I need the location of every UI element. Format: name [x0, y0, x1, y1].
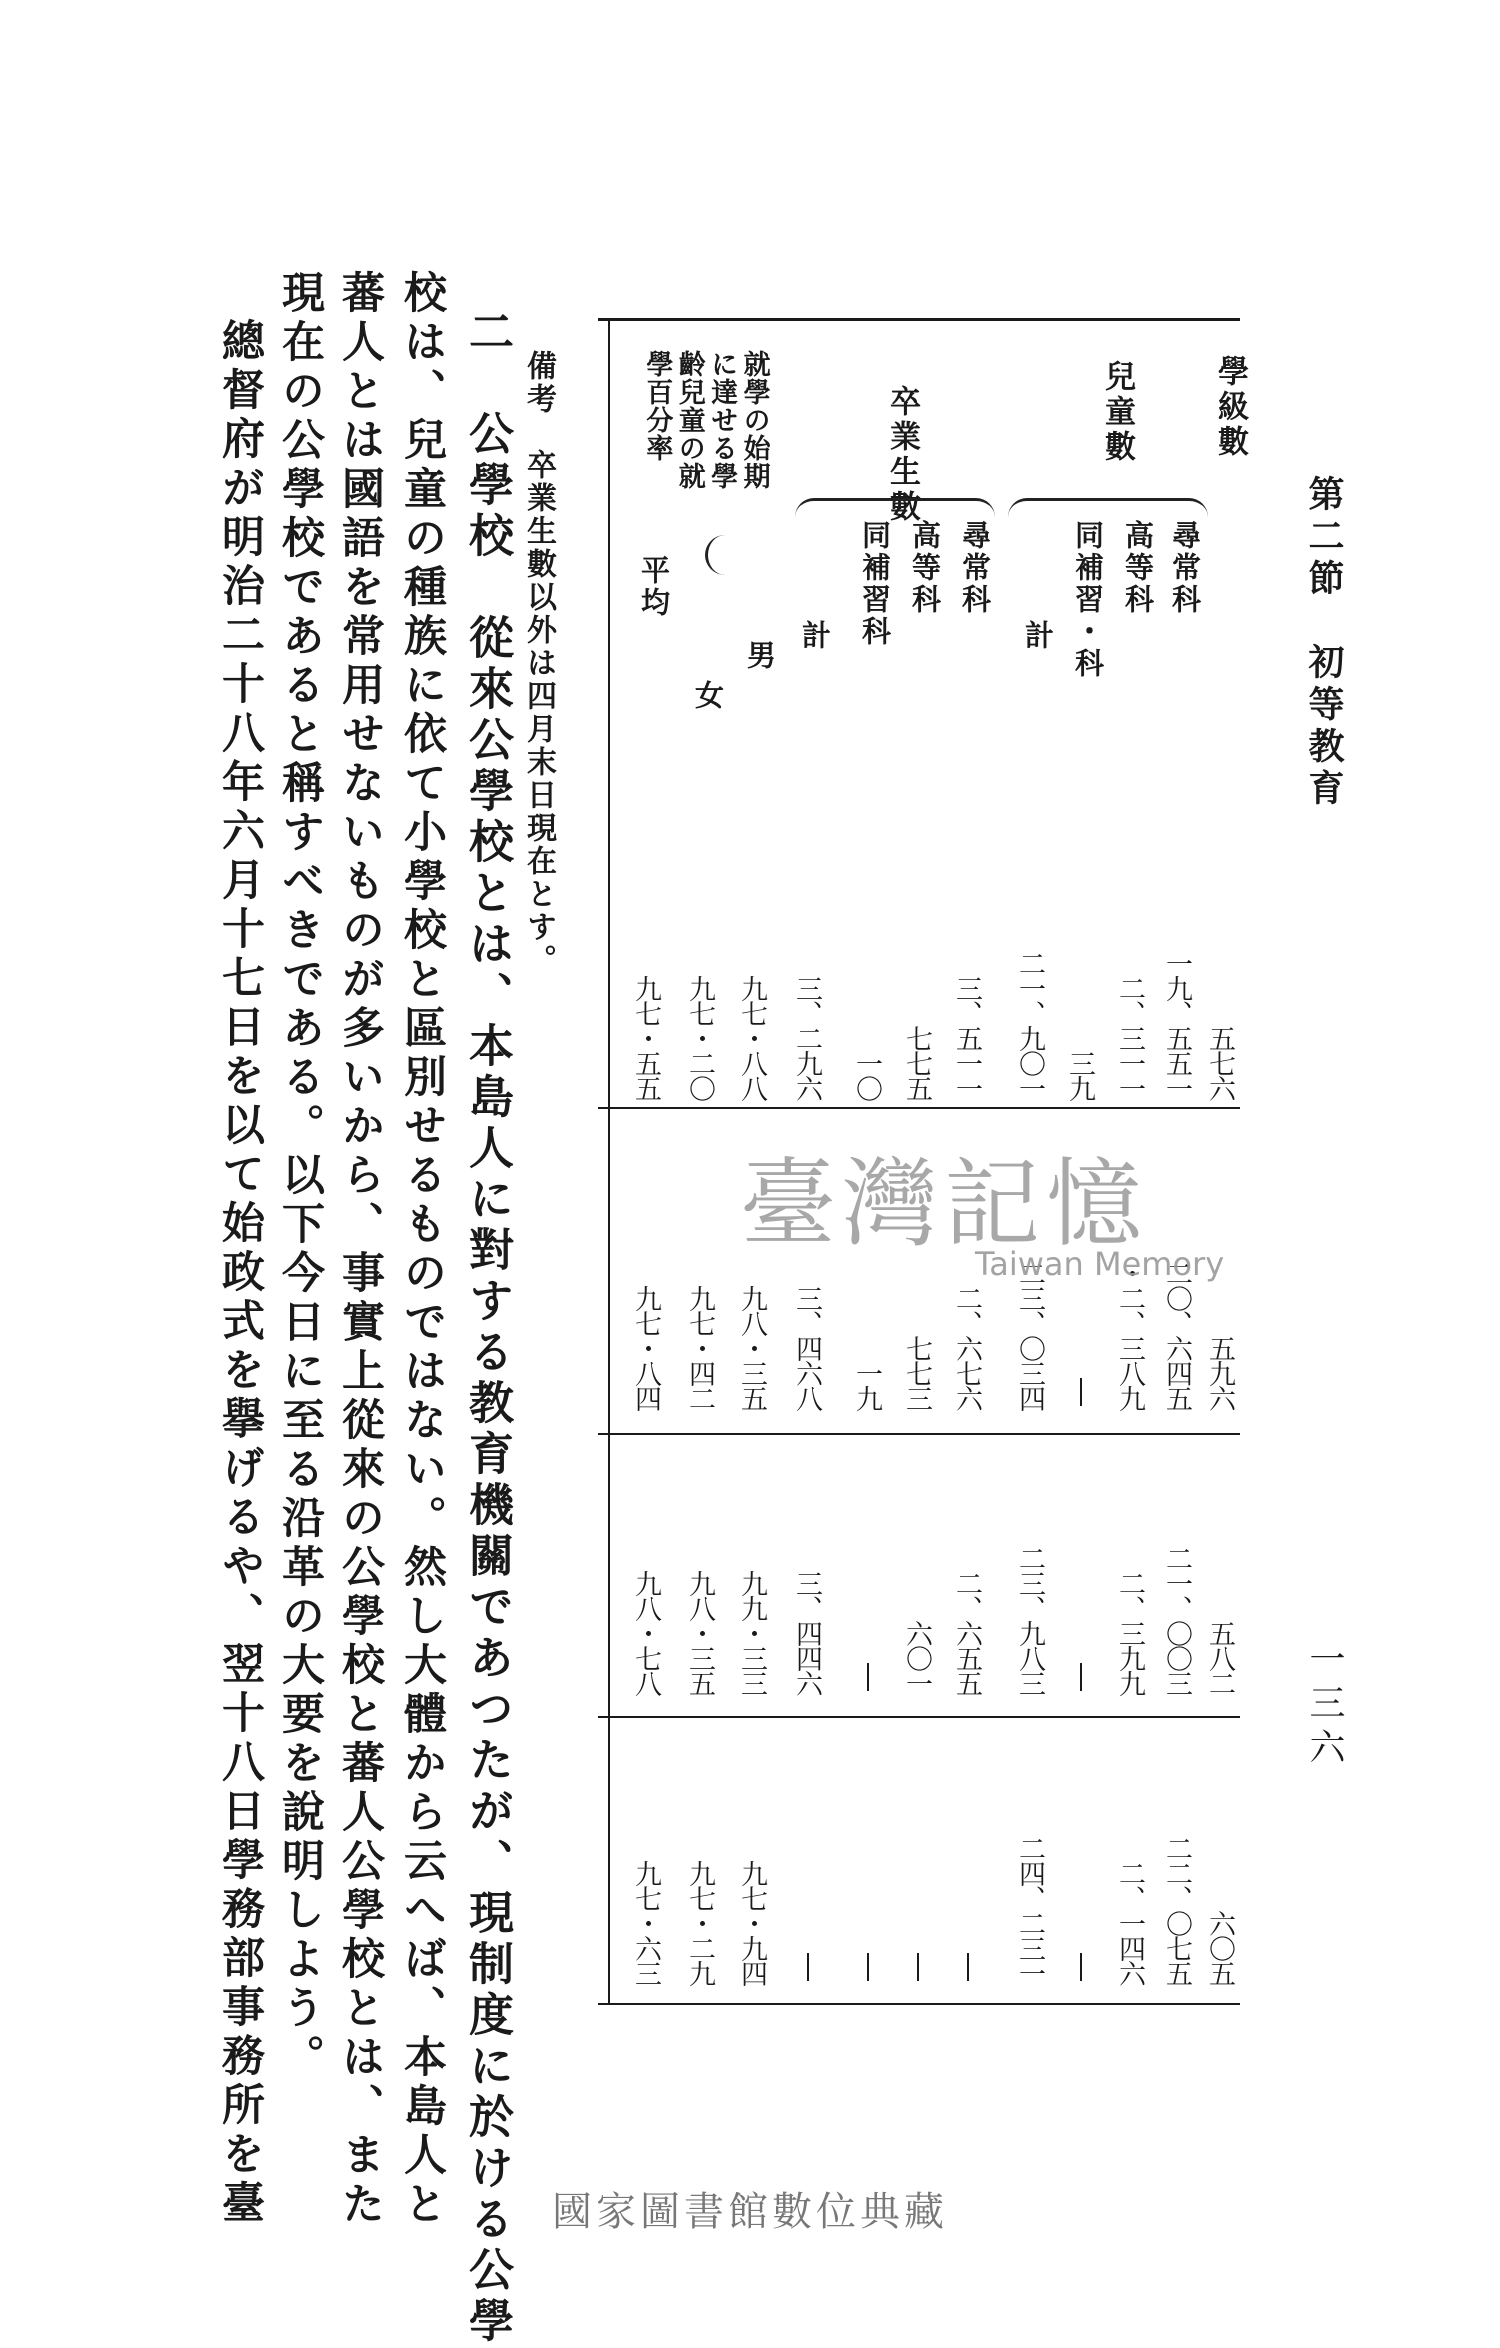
- table-cell: 六〇一: [901, 1620, 932, 1695]
- label-female: 女: [691, 680, 725, 712]
- table-cell: 一〇: [851, 1050, 882, 1100]
- table-cell: 三、四六八: [791, 1285, 822, 1410]
- table-cell: 二、六五五: [951, 1570, 982, 1695]
- body-line-2: 校は、兒童の種族に依て小學校と區別せるものではない。然し大體から云へば、本島人と: [397, 270, 447, 2230]
- label-pupils-supp: 同補習・科: [1071, 520, 1105, 680]
- label-pupils: 兒童數: [1099, 360, 1135, 465]
- table-cell: 五七六: [1204, 1025, 1235, 1100]
- table-cell-empty: [1080, 1663, 1082, 1691]
- table-cell: 二一、九〇一: [1014, 950, 1045, 1100]
- label-pupils-total: 計: [1021, 620, 1055, 652]
- body-line-3: 蕃人とは國語を常用せないものが多いから、事實上從來の公學校と蕃人公學校とは、また: [335, 270, 385, 2230]
- table-cell: 九八・七八: [630, 1570, 661, 1695]
- label-grads-higher: 高等科: [908, 520, 942, 616]
- table-cell-empty: [967, 1953, 969, 1981]
- table-cell: 三、五一一: [951, 975, 982, 1100]
- watermark-english: Taiwan Memory: [975, 1245, 1225, 1283]
- page-number: 一三六: [1304, 1640, 1345, 1772]
- table-cell: 九七・九四: [736, 1860, 767, 1985]
- table-cell: 一九、五五一: [1161, 950, 1192, 1100]
- table-cell: 九八・三五: [684, 1570, 715, 1695]
- table-cell: 七七五: [901, 1025, 932, 1100]
- table-row-rule: [598, 1107, 1240, 1109]
- table-header-divider: [608, 321, 610, 2003]
- table-cell: 九七・四二: [684, 1285, 715, 1410]
- label-pupils-regular: 尋常科: [1168, 520, 1202, 616]
- table-cell: 九七・二九: [684, 1860, 715, 1985]
- table-cell: 二、六七六: [951, 1285, 982, 1410]
- label-average: 平均: [637, 555, 671, 619]
- table-cell: 二三、〇三四: [1014, 1260, 1045, 1410]
- label-classes: 學級數: [1212, 355, 1248, 460]
- table-cell: 二三、九八三: [1014, 1545, 1045, 1695]
- table-cell: 二、三一一: [1114, 975, 1145, 1100]
- table-cell: 一九: [851, 1360, 882, 1410]
- table-cell-empty: [1080, 1953, 1082, 1981]
- brace-graduates: [795, 498, 995, 517]
- label-grads-supp: 同補習科: [858, 520, 892, 648]
- table-cell: 二、一四六: [1114, 1860, 1145, 1985]
- brace-pupils: [1008, 498, 1208, 517]
- page-header-title: 第二節 初等教育: [1303, 475, 1345, 811]
- table-cell: 五八二: [1204, 1620, 1235, 1695]
- table-row-rule: [598, 1433, 1240, 1435]
- table-cell: 六〇五: [1204, 1910, 1235, 1985]
- footer-archive-credit: 國家圖書館數位典藏: [552, 2189, 948, 2235]
- table-row-rule: [598, 1716, 1240, 1718]
- body-line-5: 總督府が明治二十八年六月十七日を以て始政式を擧げるや、翌十八日學務部事務所を臺: [215, 318, 265, 2229]
- table-cell: ・二、三八九: [1114, 1260, 1145, 1410]
- table-cell-empty: [917, 1953, 919, 1981]
- table-cell: 九七・八八: [736, 975, 767, 1100]
- body-line-1: 二 公學校 從來公學校とは、本島人に對する教育機關であつたが、現制度に於ける公學: [461, 308, 514, 2348]
- table-cell-empty: [867, 1663, 869, 1691]
- table-cell: 二〇、六四五: [1161, 1260, 1192, 1410]
- table-cell: 三、二九六: [791, 975, 822, 1100]
- label-graduates: 卒業生數: [884, 385, 920, 525]
- table-cell: 二一、〇〇三: [1161, 1545, 1192, 1695]
- label-grads-regular: 尋常科: [958, 520, 992, 616]
- table-cell: 五九六: [1204, 1335, 1235, 1410]
- table-cell: 九七・八四: [630, 1285, 661, 1410]
- table-cell: 九八・三五: [736, 1285, 767, 1410]
- watermark-chinese: 臺灣記憶: [740, 1148, 1148, 1260]
- label-pupils-higher: 高等科: [1121, 520, 1155, 616]
- table-cell: 九七・五五: [630, 975, 661, 1100]
- table-cell: 九七・六三: [630, 1860, 661, 1985]
- table-cell: 二二、〇七五: [1161, 1835, 1192, 1985]
- label-grads-total: 計: [798, 620, 832, 652]
- table-cell: 二、三九九: [1114, 1570, 1145, 1695]
- table-cell-empty: [867, 1953, 869, 1981]
- label-male: 男: [743, 640, 777, 672]
- table-cell: 二四、二三一: [1014, 1835, 1045, 1985]
- table-cell: 九七・二〇: [684, 975, 715, 1100]
- table-cell: 九九・三三: [736, 1570, 767, 1695]
- table-cell: 七七三: [901, 1335, 932, 1410]
- table-cell: 三、四四六: [791, 1570, 822, 1695]
- table-cell-empty: [1080, 1378, 1082, 1406]
- table-cell: 三九: [1064, 1050, 1095, 1100]
- label-enrollment-rate: 就學の始期に達せる學齡兒童の就學百分率: [641, 350, 770, 490]
- body-line-4: 現在の公學校であると稱すべきである。以下今日に至る沿革の大要を說明しよう。: [275, 270, 325, 2083]
- table-cell-empty: [807, 1953, 809, 1981]
- table-note: 備考 卒業生數以外は四月末日現在とす。: [521, 350, 556, 977]
